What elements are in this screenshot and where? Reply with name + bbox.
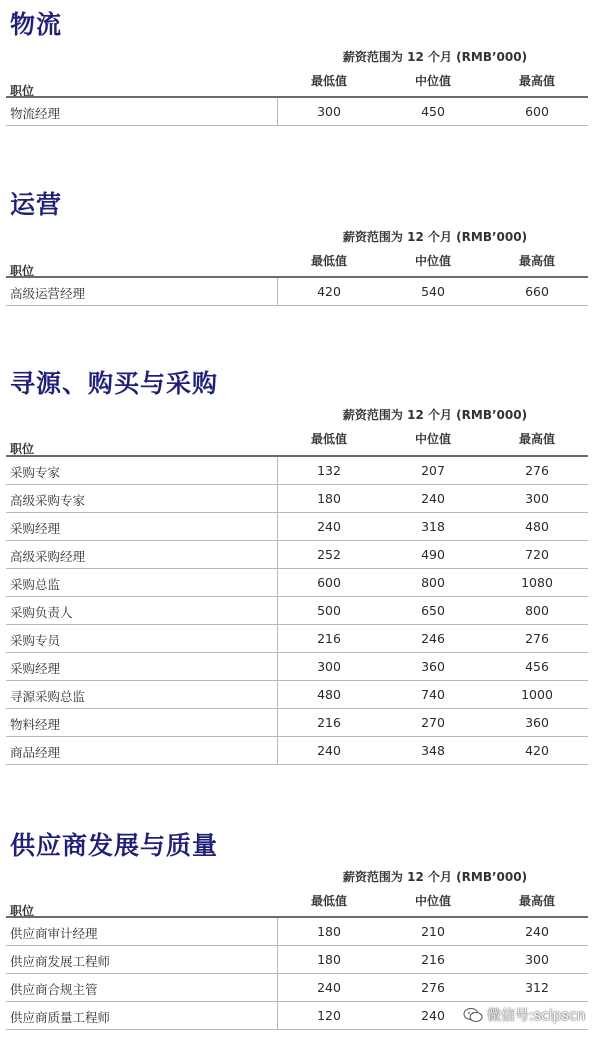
role-cell: 供应商合规主管	[10, 982, 98, 997]
table-header	[6, 894, 588, 916]
table-row	[6, 569, 588, 597]
max-cell: 240	[525, 924, 549, 939]
role-header: 职位	[10, 84, 35, 98]
median-cell: 348	[421, 743, 445, 758]
median-cell: 240	[421, 1008, 445, 1023]
median-cell: 800	[421, 575, 445, 590]
max-cell: 300	[525, 952, 549, 967]
max-header: 最高值	[518, 432, 555, 446]
column-divider	[277, 485, 278, 512]
table-row	[6, 597, 588, 625]
table-row	[6, 918, 588, 946]
min-cell: 180	[317, 924, 341, 939]
median-cell: 270	[421, 715, 445, 730]
min-cell: 300	[317, 104, 341, 119]
role-header: 职位	[10, 442, 35, 456]
table-row	[6, 653, 588, 681]
max-cell: 1000	[521, 687, 553, 702]
section-title: 寻源、购买与采购	[10, 369, 219, 398]
role-cell: 采购总监	[10, 577, 61, 592]
max-header: 最高值	[518, 254, 555, 268]
role-cell: 采购经理	[10, 521, 61, 536]
table-row	[6, 681, 588, 709]
median-cell: 490	[421, 547, 445, 562]
column-divider	[277, 946, 278, 973]
max-cell: 360	[525, 715, 549, 730]
median-cell: 210	[421, 924, 445, 939]
min-cell: 240	[317, 980, 341, 995]
column-divider	[277, 457, 278, 484]
median-cell: 740	[421, 687, 445, 702]
role-cell: 供应商质量工程师	[10, 1010, 111, 1025]
role-cell: 采购专家	[10, 465, 61, 480]
min-cell: 180	[317, 952, 341, 967]
median-header: 中位值	[414, 432, 451, 446]
min-cell: 216	[317, 631, 341, 646]
role-cell: 物流经理	[10, 106, 61, 121]
min-cell: 240	[317, 519, 341, 534]
max-cell: 660	[525, 284, 549, 299]
section-title: 运营	[10, 190, 63, 219]
table-row	[6, 946, 588, 974]
min-header: 最低值	[310, 254, 347, 268]
max-cell: 276	[525, 463, 549, 478]
max-cell: 420	[525, 743, 549, 758]
median-cell: 450	[421, 104, 445, 119]
column-divider	[277, 681, 278, 708]
min-cell: 420	[317, 284, 341, 299]
median-cell: 650	[421, 603, 445, 618]
role-cell: 供应商审计经理	[10, 926, 98, 941]
section-title: 物流	[10, 10, 63, 39]
salary-range-caption: 薪资范围为 12 个月 (RMB’000)	[342, 230, 528, 244]
column-divider	[277, 974, 278, 1001]
table-header	[6, 74, 588, 96]
table-row	[6, 974, 588, 1002]
column-divider	[277, 597, 278, 624]
min-cell: 252	[317, 547, 341, 562]
role-cell: 供应商发展工程师	[10, 954, 111, 969]
median-header: 中位值	[414, 74, 451, 88]
column-divider	[277, 709, 278, 736]
section-title: 供应商发展与质量	[10, 831, 219, 860]
role-header: 职位	[10, 264, 35, 278]
median-cell: 207	[421, 463, 445, 478]
table-row	[6, 541, 588, 569]
min-cell: 500	[317, 603, 341, 618]
min-cell: 480	[317, 687, 341, 702]
table-row	[6, 278, 588, 306]
median-cell: 276	[421, 980, 445, 995]
median-cell: 216	[421, 952, 445, 967]
min-cell: 300	[317, 659, 341, 674]
median-cell: 540	[421, 284, 445, 299]
table-row	[6, 709, 588, 737]
median-cell: 246	[421, 631, 445, 646]
watermark-text: 微信号:scipscn	[487, 1008, 586, 1024]
min-cell: 120	[317, 1008, 341, 1023]
column-divider	[277, 918, 278, 945]
wechat-watermark	[463, 1005, 585, 1025]
salary-range-caption: 薪资范围为 12 个月 (RMB’000)	[342, 870, 528, 884]
role-cell: 高级采购经理	[10, 549, 86, 564]
median-cell: 240	[421, 491, 445, 506]
min-header: 最低值	[310, 74, 347, 88]
column-divider	[277, 513, 278, 540]
max-header: 最高值	[518, 74, 555, 88]
max-cell: 1080	[521, 575, 553, 590]
table-row	[6, 457, 588, 485]
table-header	[6, 432, 588, 454]
min-header: 最低值	[310, 894, 347, 908]
column-divider	[277, 98, 278, 125]
min-cell: 216	[317, 715, 341, 730]
column-divider	[277, 541, 278, 568]
min-header: 最低值	[310, 432, 347, 446]
column-divider	[277, 737, 278, 764]
max-cell: 800	[525, 603, 549, 618]
median-header: 中位值	[414, 254, 451, 268]
max-cell: 300	[525, 491, 549, 506]
median-header: 中位值	[414, 894, 451, 908]
max-cell: 720	[525, 547, 549, 562]
median-cell: 318	[421, 519, 445, 534]
min-cell: 132	[317, 463, 341, 478]
max-cell: 600	[525, 104, 549, 119]
role-cell: 商品经理	[10, 745, 61, 760]
table-row	[6, 98, 588, 126]
max-cell: 456	[525, 659, 549, 674]
role-header: 职位	[10, 904, 35, 918]
salary-range-caption: 薪资范围为 12 个月 (RMB’000)	[342, 408, 528, 422]
min-cell: 600	[317, 575, 341, 590]
role-cell: 采购专员	[10, 633, 61, 648]
table-header	[6, 254, 588, 276]
role-cell: 高级采购专家	[10, 493, 86, 508]
role-cell: 采购经理	[10, 661, 61, 676]
role-cell: 采购负责人	[10, 605, 73, 620]
role-cell: 物料经理	[10, 717, 61, 732]
max-cell: 276	[525, 631, 549, 646]
min-cell: 180	[317, 491, 341, 506]
table-row	[6, 625, 588, 653]
min-cell: 240	[317, 743, 341, 758]
column-divider	[277, 1002, 278, 1029]
column-divider	[277, 653, 278, 680]
column-divider	[277, 278, 278, 305]
salary-range-caption: 薪资范围为 12 个月 (RMB’000)	[342, 50, 528, 64]
table-row	[6, 513, 588, 541]
median-cell: 360	[421, 659, 445, 674]
max-header: 最高值	[518, 894, 555, 908]
table-row	[6, 737, 588, 765]
column-divider	[277, 625, 278, 652]
max-cell: 312	[525, 980, 549, 995]
role-cell: 高级运营经理	[10, 286, 86, 301]
column-divider	[277, 569, 278, 596]
table-row	[6, 485, 588, 513]
wechat-icon	[463, 1007, 483, 1023]
max-cell: 480	[525, 519, 549, 534]
role-cell: 寻源采购总监	[10, 689, 86, 704]
